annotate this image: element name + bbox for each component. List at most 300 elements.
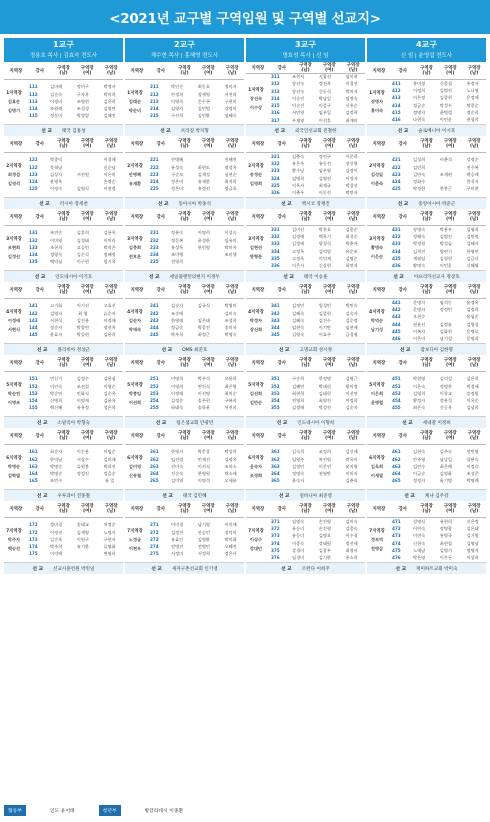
member-name: 노애남 — [413, 547, 426, 553]
district-leader-cell — [125, 518, 145, 562]
district-row — [387, 110, 486, 116]
district-instructor: 이선희 — [128, 400, 142, 405]
district-leader-cell — [367, 372, 387, 416]
member-name: 김영란 — [103, 106, 116, 112]
header-cell: 구역장 (남) — [57, 431, 70, 441]
district-row — [24, 464, 123, 470]
member-name: 손정순 — [103, 179, 116, 185]
member-name: 정연구 — [318, 153, 331, 159]
member-name: 김정희 — [466, 306, 479, 312]
district-row — [145, 245, 244, 251]
member-name: 정화수 — [413, 179, 426, 185]
header-cell: 구역장 (남) — [467, 358, 481, 368]
member-name: 이미영 — [50, 237, 63, 243]
member-name: 김주숙 — [439, 449, 452, 455]
district-row — [145, 449, 244, 455]
member-name: 손진영 — [318, 518, 331, 524]
mission-field: 고명교회 성시정 — [299, 347, 332, 353]
district-header-row — [125, 209, 244, 226]
header-cell: 구역장 (남) — [346, 212, 360, 222]
header-cell: 구역장 (남) — [420, 504, 433, 514]
member-name: 조재현 — [439, 171, 452, 177]
district-row — [387, 519, 486, 525]
district-instructor: 이춘숙 — [370, 181, 384, 186]
member-name: 최미순 — [224, 390, 237, 396]
member-name: 서민영 — [292, 110, 305, 116]
district-row — [24, 537, 123, 543]
district-row — [266, 81, 365, 87]
mission-label: 선 교 — [151, 566, 162, 572]
mission-row — [367, 125, 486, 136]
group-number: 464 — [391, 471, 401, 477]
member-name: 홍정자 — [466, 80, 479, 86]
member-name — [69, 165, 96, 171]
member-name: 민신기 — [50, 376, 63, 382]
member-name: 정해숙 — [413, 233, 426, 239]
member-name: 구자옥 — [76, 91, 89, 97]
member-name: 구현자 — [103, 536, 116, 542]
member-name: 이명석 — [197, 478, 210, 484]
member-name: 정을순 — [103, 471, 116, 477]
division-header — [367, 38, 486, 62]
member-name: 한덕남 — [50, 456, 63, 462]
member-name: 김덕성 — [439, 376, 452, 382]
member-name: 신홍순 — [345, 103, 358, 109]
district-row — [145, 106, 244, 112]
group-number: 332 — [270, 233, 280, 239]
member-name: 정명숙 — [292, 471, 305, 477]
header-cell: 강사 — [35, 506, 44, 512]
member-name: 김정옥 — [224, 456, 237, 462]
member-name — [69, 551, 96, 557]
member-name — [190, 252, 217, 258]
mission-row — [125, 563, 244, 574]
district-block — [4, 282, 123, 344]
header-cell: 구역장 (여) — [322, 358, 336, 368]
district-header-row — [246, 209, 365, 226]
member-name: 박태헌 — [318, 383, 331, 389]
group-number: 224 — [149, 179, 159, 185]
header-cell: 지역장 — [372, 506, 386, 512]
district-leader: 박순연 — [7, 391, 21, 396]
mission-field: 중앙아시아 박준근 — [418, 201, 456, 207]
group-number: 235 — [149, 259, 159, 265]
header-cell: 지역장 — [251, 287, 265, 293]
mission-row — [4, 198, 123, 209]
district-row — [145, 157, 244, 163]
district-row — [266, 190, 365, 196]
group-number: 234 — [149, 252, 159, 258]
member-name: 오세윤 — [224, 478, 237, 484]
district-block — [367, 501, 486, 563]
mission-field: 태국 김홍성 — [61, 128, 86, 134]
member-name: 김순옥 — [103, 390, 116, 396]
district-name: 5지역장 — [248, 383, 264, 388]
district-row — [24, 530, 123, 536]
district-instructor: 김영희 — [249, 181, 263, 186]
member-name: 김기원 — [466, 533, 479, 539]
member-name: 정병광 — [439, 525, 452, 531]
district-block — [367, 428, 486, 490]
member-name: 이정애 — [103, 317, 116, 323]
mission-label: 선 교 — [397, 128, 409, 134]
member-name: 김병진 — [439, 87, 452, 93]
district-header-row — [246, 63, 365, 74]
member-name: 구순희 — [292, 376, 305, 382]
member-name: 정은미 — [171, 179, 184, 185]
member-name: 강정순 — [466, 157, 479, 163]
member-name — [432, 179, 459, 185]
district-instructor: 전호운 — [128, 254, 142, 259]
member-name: 유동녀 — [292, 533, 305, 539]
group-number: 412 — [391, 87, 401, 93]
district-leader-cell — [246, 445, 266, 489]
district-row — [266, 74, 365, 80]
mission-label: 선 교 — [283, 274, 294, 280]
member-name — [190, 311, 217, 317]
member-name: 문정애 — [466, 95, 479, 101]
group-number: 144 — [28, 325, 38, 331]
header-cell: 구역장 (여) — [322, 285, 336, 295]
member-name: 유순조 — [345, 248, 358, 254]
group-number: 135 — [28, 259, 38, 265]
district-row — [387, 449, 486, 455]
group-number: 344 — [270, 325, 280, 331]
member-name: 김태헌 — [318, 390, 331, 396]
district-row — [24, 238, 123, 244]
header-cell: 지역장 — [130, 141, 144, 147]
member-name: 김순정 — [345, 317, 358, 323]
group-number: 163 — [28, 463, 38, 469]
member-name: 황정자 — [413, 398, 426, 404]
group-number: 124 — [28, 179, 38, 185]
mission-field: 아프리카선교사 정상호 — [413, 274, 460, 280]
header-cell: 구역장 (남) — [57, 139, 70, 149]
header-cell: 구역장 (남) — [467, 431, 481, 441]
district-leader-cell — [246, 299, 266, 343]
member-name: 이정애 — [171, 390, 184, 396]
district-name: 2지역장 — [248, 164, 264, 169]
member-name: 차정순 — [103, 522, 116, 528]
member-name: 정진옥 — [318, 81, 331, 87]
group-number: 141 — [28, 303, 38, 309]
member-name: 김춘숙 — [292, 153, 305, 159]
district-leader: 박주자 — [7, 537, 21, 542]
mission-label: 선 교 — [393, 274, 404, 280]
member-name: 류원봉 — [76, 463, 89, 469]
member-name: 정미구 — [76, 84, 89, 90]
member-name: 김영자 — [171, 106, 184, 112]
district-block — [125, 282, 244, 344]
group-number: 265 — [149, 478, 159, 484]
header-cell: 구역장 (남) — [178, 358, 191, 368]
district-row — [145, 113, 244, 119]
member-name: 장덕미 — [224, 529, 237, 535]
district-row — [145, 311, 244, 317]
district-leader: 박종임 — [128, 391, 142, 396]
member-name: 정금순 — [171, 325, 184, 331]
member-name: 김정민 — [292, 303, 305, 309]
member-name: 신상현 — [318, 263, 331, 269]
member-name: 유현희 — [439, 518, 452, 524]
district-row — [387, 478, 486, 484]
member-name: 이정희 — [413, 87, 426, 93]
member-name: 유흥정 — [76, 405, 89, 411]
district-name: 7지역장 — [127, 529, 143, 534]
division-name: 2교구 — [173, 40, 196, 49]
member-name: 이구현 — [76, 259, 89, 265]
district-block — [246, 136, 365, 198]
district-header-row — [4, 428, 123, 445]
member-name: 김진용 — [76, 317, 89, 323]
district-block — [246, 63, 365, 125]
district-row — [266, 110, 365, 116]
header-cell: 구역장 (남) — [104, 212, 118, 222]
mission-row — [246, 125, 365, 136]
group-number: 445 — [391, 328, 401, 334]
division-name: 3교구 — [294, 40, 317, 49]
group-number: 342 — [270, 310, 280, 316]
member-name: 박성수 — [439, 102, 452, 108]
district-row — [387, 241, 486, 247]
mission-field: 브라질 박지형 — [180, 128, 209, 134]
group-number: 422 — [391, 164, 401, 170]
mission-field: 동아시아 박홍석 — [178, 201, 211, 207]
mission-field: 태국 김민혜 — [182, 493, 207, 499]
member-name: 이선식 — [197, 463, 210, 469]
district-leader: 정보덕 — [370, 537, 384, 542]
member-name: 유기환 — [76, 544, 89, 550]
group-number: 334 — [270, 248, 280, 254]
district-row — [145, 230, 244, 236]
district-row — [24, 405, 123, 411]
district-row — [266, 391, 365, 397]
district-row — [266, 234, 365, 240]
division-pastor: 명호성 목사 | 신 임 — [282, 53, 329, 59]
header-cell: 강사 — [398, 433, 407, 439]
district-leader-cell — [367, 226, 387, 270]
member-name: 조성준 — [466, 471, 479, 477]
header-cell: 지역장 — [372, 360, 386, 366]
member-name: 김명오 — [318, 533, 331, 539]
header-cell: 구역장 (여) — [201, 358, 215, 368]
member-name: 김영남 — [466, 540, 479, 546]
header-cell: 구역장 (남) — [225, 358, 239, 368]
group-number: 451 — [391, 376, 401, 382]
group-number: 461 — [391, 449, 401, 455]
member-name: 김규식 — [197, 303, 210, 309]
page-title-banner — [0, 0, 490, 34]
district-header-row — [246, 428, 365, 445]
group-number: 225 — [149, 186, 159, 192]
district-leader-cell — [367, 299, 387, 343]
member-name — [69, 179, 96, 185]
member-name: 강태원 — [318, 540, 331, 546]
district-header-row — [367, 501, 486, 518]
district-row — [24, 99, 123, 105]
group-number: 352 — [270, 383, 280, 389]
district-row — [266, 533, 365, 539]
member-name: 정금호 — [224, 186, 237, 192]
member-name: 이연숙 — [413, 525, 426, 531]
member-name: 김정순 — [171, 398, 184, 404]
district-block — [246, 209, 365, 271]
header-cell: 지역장 — [251, 506, 265, 512]
mission-label: 선 교 — [278, 347, 290, 353]
member-name: 김영실 — [466, 321, 479, 327]
member-name: 이현정 — [103, 186, 116, 192]
member-name: 차진원 — [318, 456, 331, 462]
member-name: 김혜숙 — [292, 317, 305, 323]
member-name: 전영희 — [292, 398, 305, 404]
district-row — [24, 303, 123, 309]
member-name: 문명자 — [413, 306, 426, 312]
footer-tag-cooperative: 협동부 — [4, 805, 26, 816]
group-number: 353 — [270, 390, 280, 396]
district-block — [246, 355, 365, 417]
group-number: 241 — [149, 303, 159, 309]
member-name: 임현숙 — [292, 325, 305, 331]
mission-row — [367, 271, 486, 282]
member-name: 최영진 — [318, 398, 331, 404]
member-name: 진순숙 — [171, 471, 184, 477]
district-row — [387, 555, 486, 561]
member-name: 김순자 — [345, 405, 358, 411]
district-name: 4지역장 — [248, 310, 264, 315]
member-name: 이수경 — [345, 533, 358, 539]
district-row — [24, 84, 123, 90]
group-number: 263 — [149, 463, 159, 469]
district-block — [367, 136, 486, 198]
member-name: 박현영 — [413, 376, 426, 382]
district-instructor: 이수상 — [249, 105, 263, 111]
group-number: 252 — [149, 383, 159, 389]
header-cell: 지역장 — [372, 214, 386, 220]
member-name: 이미자 — [345, 471, 358, 477]
member-name: 하연자 — [345, 263, 358, 269]
member-name: 정순자 — [50, 325, 63, 331]
district-header-row — [367, 428, 486, 445]
district-header-row — [4, 209, 123, 226]
district-row — [145, 325, 244, 331]
mission-label: 선 교 — [149, 274, 160, 280]
district-name: 6지역장 — [248, 456, 264, 461]
district-row — [145, 186, 244, 192]
mission-label: 선 교 — [276, 420, 288, 426]
header-cell: 구역장 (남) — [104, 285, 118, 295]
member-name: 김순식 — [76, 252, 89, 258]
division-column — [246, 63, 365, 803]
district-row — [145, 252, 244, 258]
footer — [4, 805, 201, 816]
group-number: 452 — [391, 383, 401, 389]
member-name: 이기선 — [76, 303, 89, 309]
group-number: 172 — [28, 529, 38, 535]
header-cell: 구역장 (남) — [346, 504, 360, 514]
member-name: 목혁남 — [50, 164, 63, 170]
member-name: 김종순 — [345, 226, 358, 232]
member-name: 정영숙 — [50, 252, 63, 258]
member-name: 전병진 — [171, 544, 184, 550]
member-name: 윤숙자 — [292, 478, 305, 484]
member-name: 권윤선 — [413, 321, 426, 327]
footer-text-cooperative: 인도 윤서태 — [49, 809, 75, 814]
district-row — [24, 551, 123, 557]
district-row — [266, 263, 365, 269]
member-name: 이명희 — [171, 376, 184, 382]
district-header-row — [4, 63, 123, 80]
header-cell: 강사 — [35, 433, 44, 439]
member-name: 나현숙 — [413, 117, 426, 123]
header-cell: 구역장 (남) — [104, 504, 118, 514]
header-cell: 지역장 — [9, 214, 23, 220]
member-name: 조현희 — [50, 244, 63, 250]
division-pastor: 신 임 | 윤영섭 전도사 — [400, 53, 453, 59]
member-name: 박성진 — [318, 405, 331, 411]
mission-row — [367, 563, 486, 574]
member-name: 오혜진 — [224, 544, 237, 550]
district-leader: 김현선 — [249, 245, 263, 250]
member-name: 이덕애 — [50, 551, 63, 557]
header-cell: 구역장 (남) — [299, 431, 312, 441]
member-name: 임우일 — [318, 110, 331, 116]
mission-label: 선 교 — [41, 128, 52, 134]
group-number: 433 — [391, 241, 401, 247]
member-name: 전병민 — [197, 544, 210, 550]
group-number: 233 — [149, 244, 159, 250]
mission-row — [246, 198, 365, 209]
district-header-row — [4, 136, 123, 153]
header-cell: 지역장 — [251, 141, 265, 147]
group-number: 341 — [270, 303, 280, 309]
member-name: 진미숙 — [171, 463, 184, 469]
district-row — [145, 179, 244, 185]
district-leader-cell — [246, 226, 266, 270]
header-cell: 구역장 (남) — [57, 212, 70, 222]
mission-field: 캄보디아 김한명 — [420, 347, 453, 353]
district-instructor: 유재환 — [128, 181, 142, 186]
member-name: 김정이 — [345, 168, 358, 174]
member-name — [217, 259, 244, 265]
district-name: 3지역장 — [6, 237, 22, 242]
member-name: 윤임순 — [466, 314, 479, 320]
member-name: 김미영 — [171, 478, 184, 484]
header-cell: 구역장 (여) — [201, 212, 215, 222]
district-name: 2지역장 — [127, 164, 143, 169]
member-name: 송하윤 — [197, 405, 210, 411]
member-name: 우재영 — [292, 117, 305, 123]
member-name: 박인순 — [171, 84, 184, 90]
district-name: 7지역장 — [369, 529, 385, 534]
page-title: <2021년 교구별 구역임원 및 구역별 선교지> — [109, 11, 381, 27]
district-header-row — [4, 501, 123, 518]
district-instructor: 강대민 — [249, 546, 263, 551]
mission-label: 선 교 — [157, 201, 169, 207]
header-cell: 구역장 (남) — [299, 358, 312, 368]
mission-row — [4, 125, 123, 136]
group-number: 315 — [270, 103, 280, 109]
district-row — [145, 384, 244, 390]
member-name: 박영숙 — [224, 332, 237, 338]
mission-label: 선 교 — [395, 566, 407, 572]
district-name: 3지역장 — [248, 237, 264, 242]
member-name: 변영희 — [103, 551, 116, 557]
member-name: 임은태 — [197, 317, 210, 323]
district-row — [266, 168, 365, 174]
group-number: 215 — [149, 113, 159, 119]
district-row — [387, 457, 486, 463]
district-block — [367, 63, 486, 125]
